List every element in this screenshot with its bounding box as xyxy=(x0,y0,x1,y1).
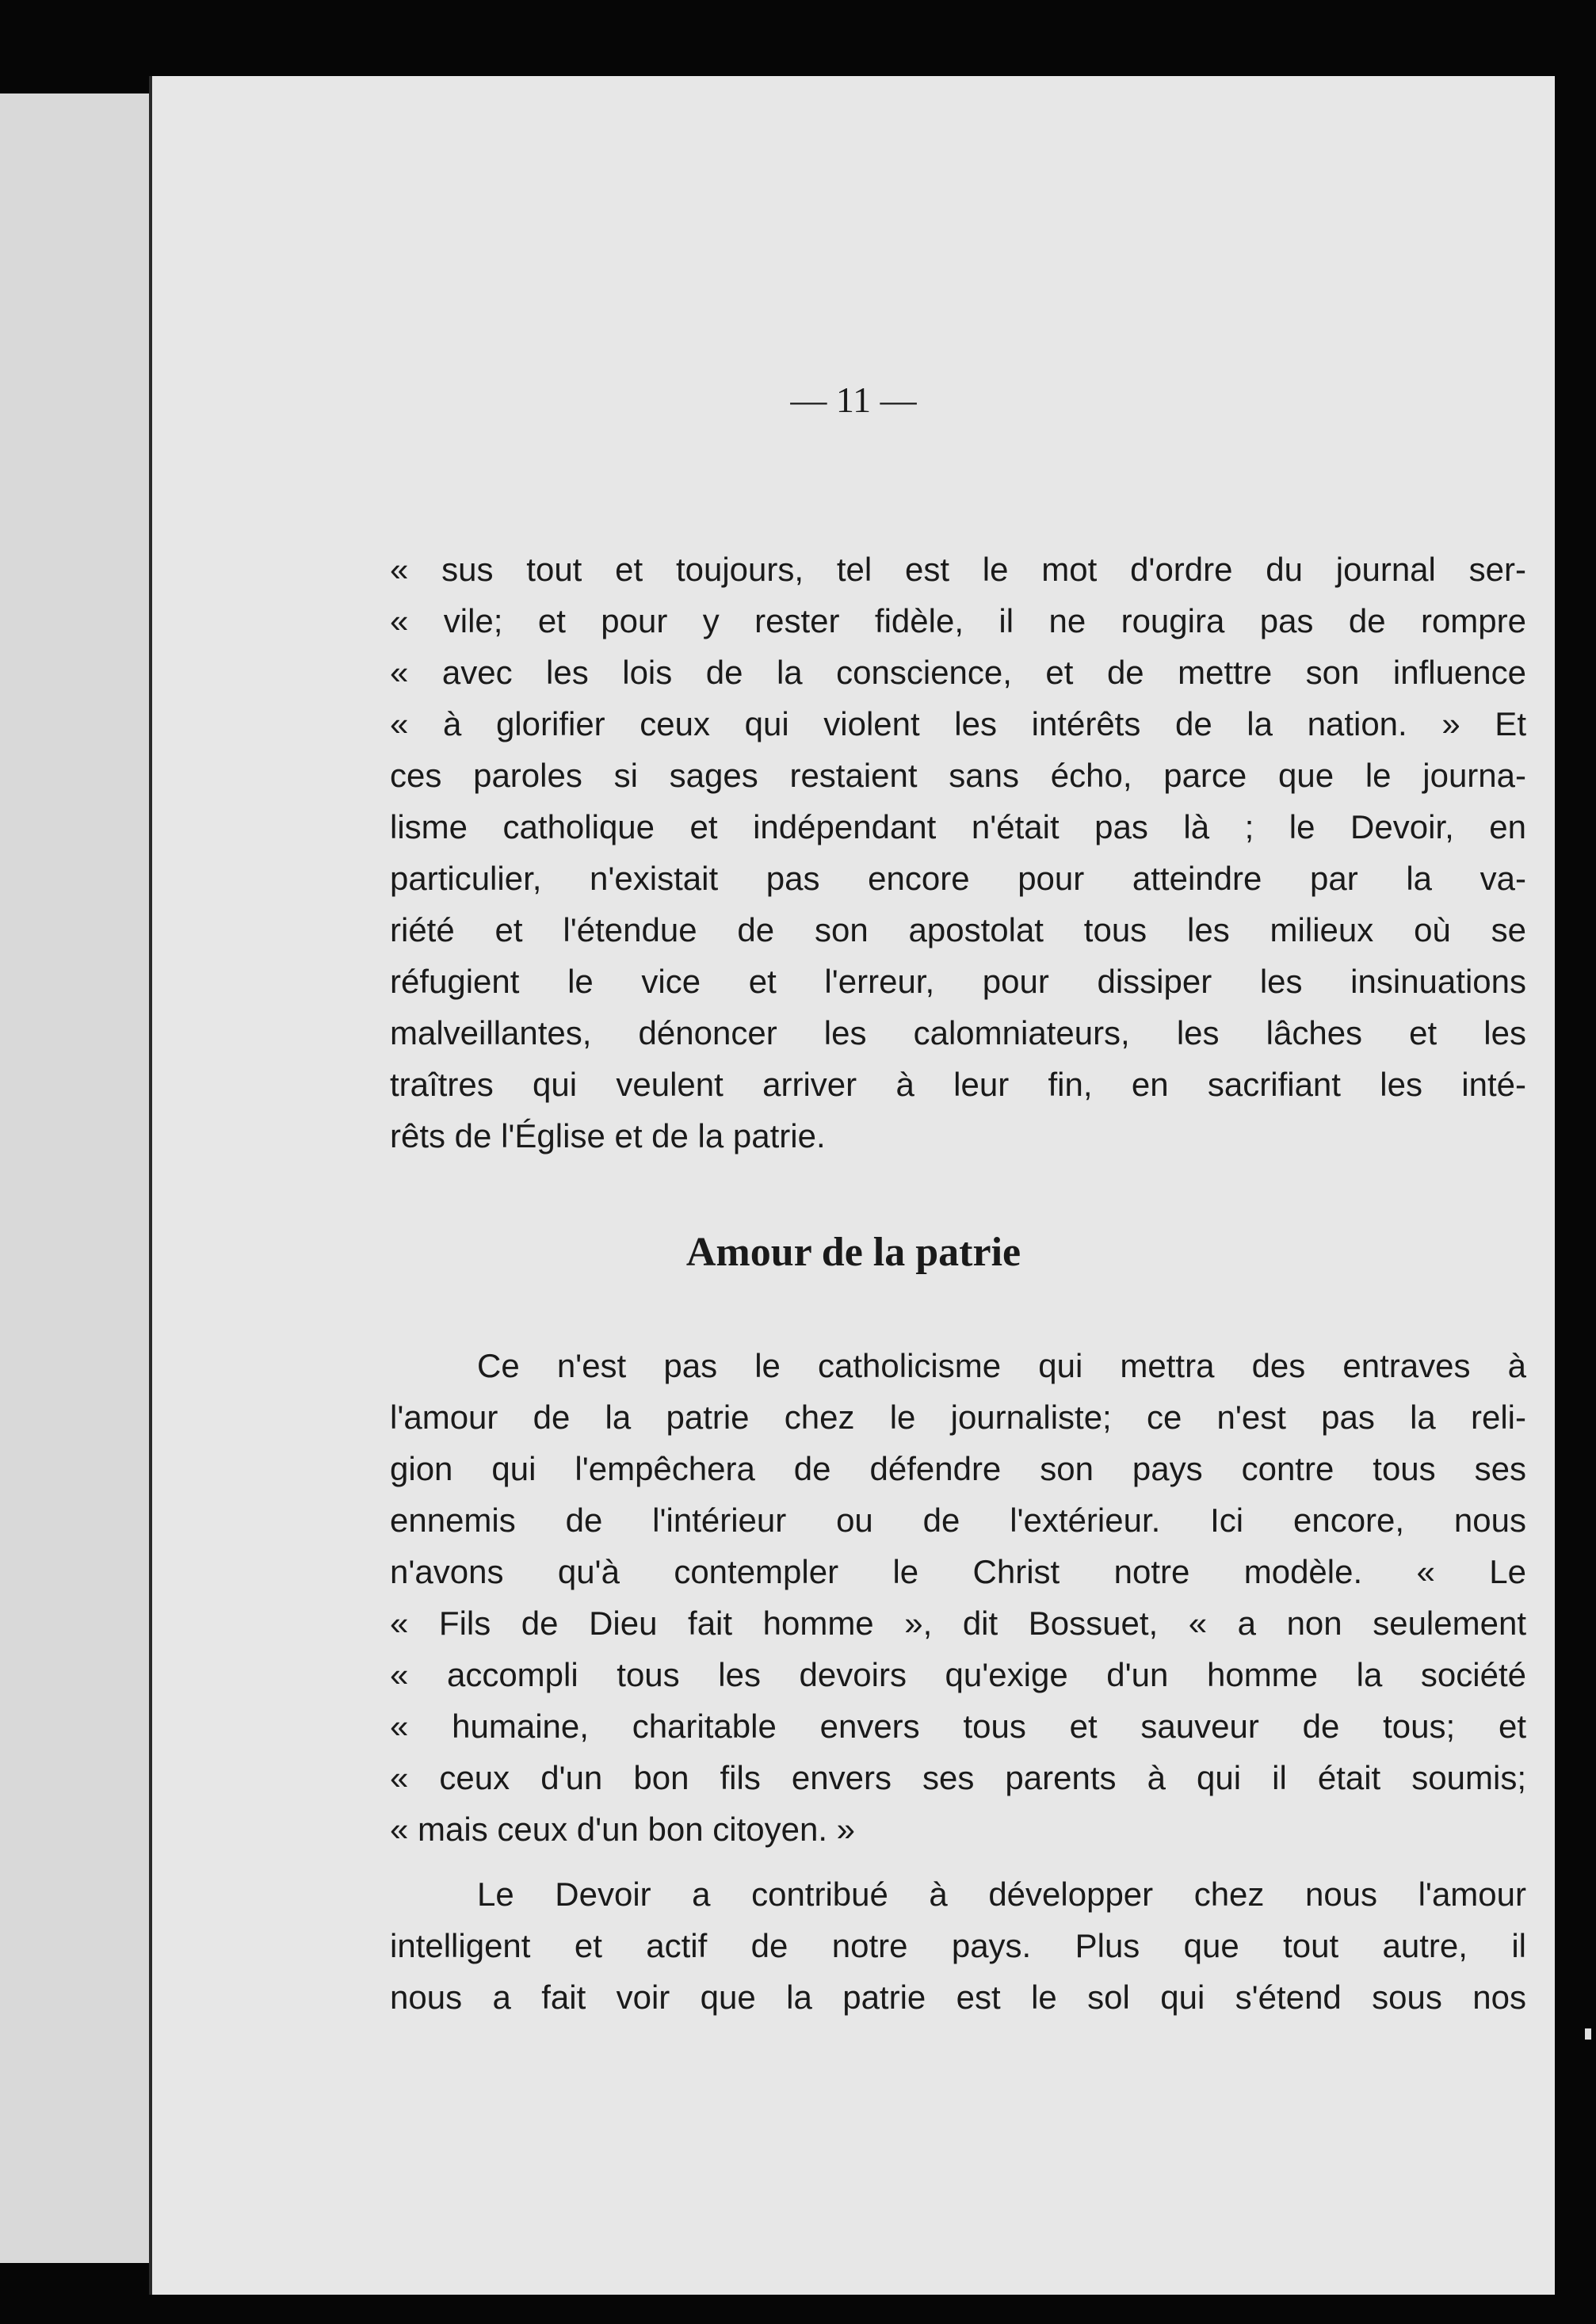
paragraph-1 xyxy=(390,544,1526,1162)
paragraph-line: malveillantes, dénoncer les calomniateurs, les lâches et les xyxy=(390,1014,1526,1051)
paragraph-line: « Fils de Dieu fait homme », dit Bossuet, « a non seulement xyxy=(390,1605,1526,1642)
paragraph-line: traîtres qui veulent arriver à leur fin, en sacrifiant les inté- xyxy=(390,1066,1526,1103)
paragraph-line: « ceux d'un bon fils envers ses parents à qui il était soumis; xyxy=(390,1759,1526,1796)
paragraph-line: particulier, n'existait pas encore pour atteindre par la va- xyxy=(390,860,1526,897)
paragraph-line: « accompli tous les devoirs qu'exige d'un homme la société xyxy=(390,1656,1526,1693)
paragraph-line: Le Devoir a contribué à développer chez nous l'amour xyxy=(477,1876,1526,1913)
paragraph-line: intelligent et actif de notre pays. Plus que tout autre, il xyxy=(390,1927,1526,1964)
paragraph-line: ces paroles si sages restaient sans écho, parce que le journa- xyxy=(390,757,1526,794)
paragraph-2 xyxy=(390,1340,1526,1855)
paragraph-line: « à glorifier ceux qui violent les intérêts de la nation. » Et xyxy=(390,705,1526,742)
paragraph-line: lisme catholique et indépendant n'était pas là ; le Devoir, en xyxy=(390,808,1526,845)
paragraph-line: riété et l'étendue de son apostolat tous les milieux où se xyxy=(390,911,1526,948)
book-page xyxy=(149,76,1555,2295)
paragraph-3 xyxy=(390,1868,1526,2023)
paragraph-line: ennemis de l'intérieur ou de l'extérieur. Ici encore, nous xyxy=(390,1502,1526,1539)
paragraph-line: gion qui l'empêchera de défendre son pays contre tous ses xyxy=(390,1450,1526,1487)
paragraph-line: réfugient le vice et l'erreur, pour dissiper les insinuations xyxy=(390,963,1526,1000)
paragraph-line: n'avons qu'à contempler le Christ notre modèle. « Le xyxy=(390,1553,1526,1590)
paragraph-line: nous a fait voir que la patrie est le sol qui s'étend sous nos xyxy=(390,1979,1526,2016)
paragraph-line: l'amour de la patrie chez le journaliste; ce n'est pas la reli- xyxy=(390,1399,1526,1436)
section-title: Amour de la patrie xyxy=(685,1230,1021,1275)
paragraph-line: « sus tout et toujours, tel est le mot d'ordre du journal ser- xyxy=(390,551,1526,588)
page-number: — 11 — xyxy=(790,380,917,420)
previous-page-edge xyxy=(0,93,158,2263)
scan-artifact xyxy=(1585,2028,1591,2040)
paragraph-line: « humaine, charitable envers tous et sauveur de tous; et xyxy=(390,1708,1526,1745)
paragraph-line: Ce n'est pas le catholicisme qui mettra des entraves à xyxy=(477,1347,1526,1384)
paragraph-line: rêts de l'Église et de la patrie. xyxy=(390,1117,826,1154)
paragraph-line: « vile; et pour y rester fidèle, il ne rougira pas de rompre xyxy=(390,602,1526,639)
paragraph-line: « mais ceux d'un bon citoyen. » xyxy=(390,1811,856,1848)
paragraph-line: « avec les lois de la conscience, et de mettre son influence xyxy=(390,654,1526,691)
